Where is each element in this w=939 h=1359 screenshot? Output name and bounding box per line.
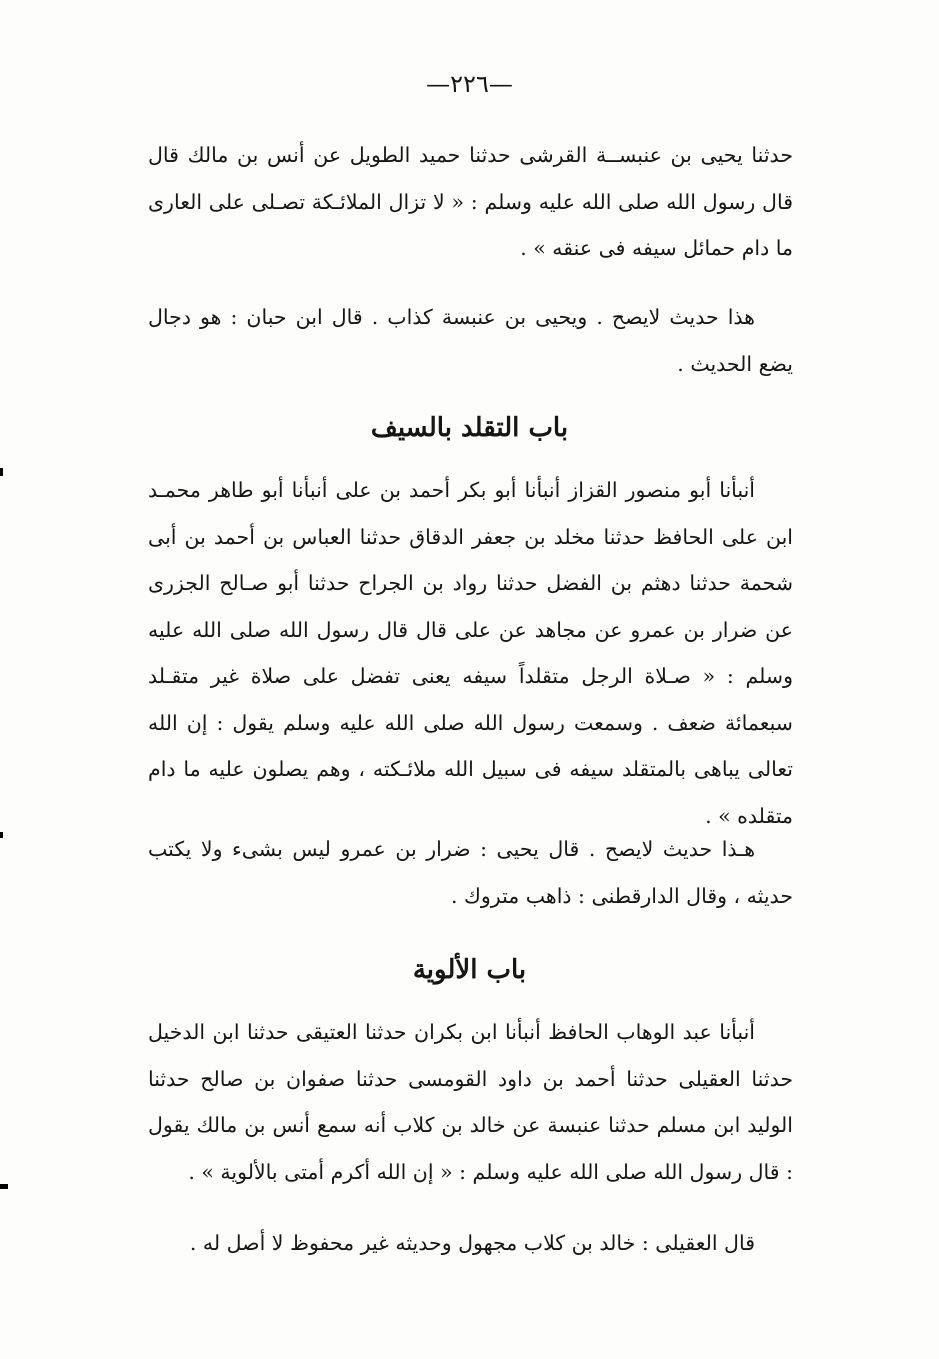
section-alwiya-comment [148, 1220, 793, 1267]
paragraph-commentary: هذا حديث لايصح . ويحيى بن عنبسة كذاب . قال ابن حبان : هو دجال يضع الحديث . [148, 305, 793, 376]
section-heading-taqallud: باب التقلد بالسيف [370, 413, 569, 443]
section-hadith-sword-straps-comment [148, 294, 793, 387]
section-taqallud-comment [148, 826, 793, 919]
section-hadith-sword-straps [148, 132, 793, 272]
scan-edge-mark [0, 468, 3, 476]
section-heading-alwiya: باب الألوية [412, 955, 527, 985]
paragraph-isnad-hadith: أنبأنا أبو منصور القزاز أنبأنا أبو بكر أحمد بن على أنبأنا أبو طاهر محمـد ابن على الحافظ حدثنا مخلد بن جعفر الدقاق حدثنا العباس بن أحمد بن أبى شحمة حدثنا دهثم بن الفضل حدثنا رواد بن الجراح حدثنا أبو صـالح الجزرى عن ضرار بن عمرو عن مجاهد عن على قال قال رسول الله صلى الله عليه وسلم : « صـلاة الرجل متقلداً سيفه يعنى تفضل على صلاة غير متقـلد سبعمائة ضعف . وسمعت رسول الله صلى الله عليه وسلم يقول : إن الله تعالى يباهى بالمتقلد سيفه فى سبيل الله ملائـكته ، وهم يصلون عليه ما دام متقلده » . [148, 478, 793, 828]
paragraph-hadith: حدثنا يحيى بن عنبســة القرشى حدثنا حميد الطويل عن أنس بن مالك قال قال رسول الله صلى الله عليه وسلم : « لا تزال الملائـكة تصـلى على العارى ما دام حمائل سيفه فى عنقه » . [148, 143, 793, 260]
paragraph-isnad-hadith: أنبأنا عبد الوهاب الحافظ أنبأنا ابن بكران حدثنا العتيقى حدثنا ابن الدخيل حدثنا العقيلى حدثنا أحمد بن داود القومسى حدثنا صفوان بن صالح حدثنا الوليد ابن مسلم حدثنا عنبسة عن خالد بن كلاب أنه سمع أنس بن مالك يقول : قال رسول الله صلى الله عليه وسلم : « إن الله أكرم أمتى بالألوية » . [148, 1020, 793, 1184]
section-alwiya-body [148, 1009, 793, 1195]
scan-edge-mark [0, 1184, 8, 1189]
paragraph-commentary: هـذا حديث لايصح . قال يحيى : ضرار بن عمرو ليس بشىء ولا يكتب حديثه ، وقال الدارقطنى : ذاهب متروك . [148, 837, 793, 908]
paragraph-commentary: قال العقيلى : خالد بن كلاب مجهول وحديثه غير محفوظ لا أصل له . [189, 1231, 755, 1255]
page-number: —٢٢٦— [426, 70, 513, 98]
scan-edge-mark [0, 832, 3, 838]
section-taqallud-body [148, 467, 793, 839]
